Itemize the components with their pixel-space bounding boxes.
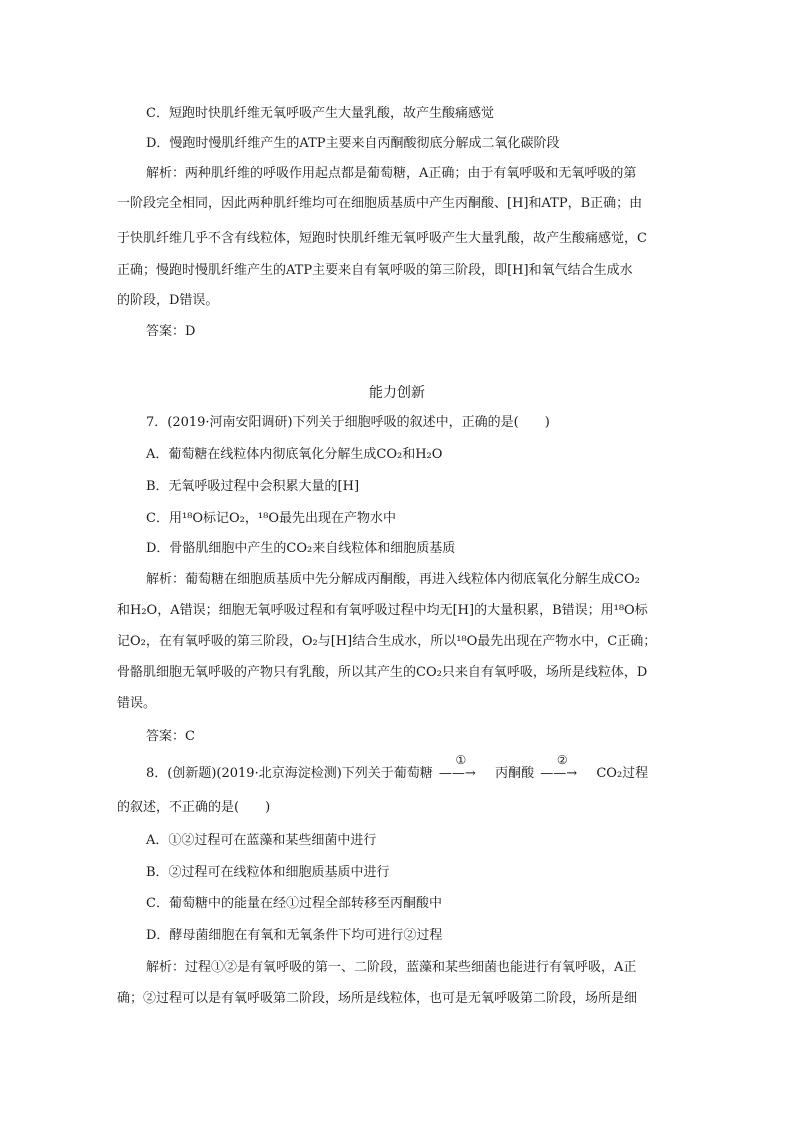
analysis-line: 正确；慢跑时慢肌纤维产生的ATP主要来自有氧呼吸的第三阶段，即[H]和氧气结合生成水 [117,263,633,278]
analysis-line: 错误。 [117,696,157,711]
option-d: D．骨骼肌细胞中产生的CO₂来自线粒体和细胞质基质 [146,541,456,556]
arrow-icon: ——→ [540,766,578,781]
question-text: CO₂过程 [596,766,649,781]
step-number: ② [556,753,568,767]
analysis-line: 解析：过程①②是有氧呼吸的第一、二阶段，蓝藻和某些细菌也能进行有氧呼吸，A正 [146,960,637,975]
option-c: C．用¹⁸O标记O₂，¹⁸O最先出现在产物水中 [146,511,396,526]
section-title: 能力创新 [369,385,425,401]
analysis-line: 记O₂，在有氧呼吸的第三阶段，O₂与[H]结合生成水，所以¹⁸O最先出现在产物水中，C正确； [117,634,657,649]
analysis-line: 解析：葡萄糖在细胞质基质中先分解成丙酮酸，再进入线粒体内彻底氧化分解生成CO₂ [146,572,640,587]
option-a: A．①②过程可在蓝藻和某些细菌中进行 [146,833,377,848]
step-number: ① [455,753,467,767]
analysis-line: 确；②过程可以是有氧呼吸第二阶段，场所是线粒体，也可是无氧呼吸第二阶段，场所是细 [117,991,638,1006]
analysis-line: 解析：两种肌纤维的呼吸作用起点都是葡萄糖，A正确；由于有氧呼吸和无氧呼吸的第 [146,166,637,181]
option-b: B．②过程可在线粒体和细胞质基质中进行 [146,865,390,880]
analysis-line: 的阶段，D错误。 [117,293,219,308]
process-arrow-2 [540,753,590,782]
option-a: A．葡萄糖在线粒体内彻底氧化分解生成CO₂和H₂O [146,447,443,462]
analysis-line: 骨骼肌细胞无氧呼吸的产物只有乳酸，所以其产生的CO₂只来自有氧呼吸，场所是线粒体，D [117,665,648,680]
answer-line: 答案：D [146,324,196,339]
arrow-icon: ——→ [438,766,476,781]
question-text: 8．(创新题)(2019·北京海淀检测)下列关于葡萄糖 [146,766,433,781]
analysis-line: 于快肌纤维几乎不含有线粒体，短跑时快肌纤维无氧呼吸产生大量乳酸，故产生酸痛感觉，C [117,231,647,246]
option-c: C．短跑时快肌纤维无氧呼吸产生大量乳酸，故产生酸痛感觉 [146,106,494,121]
option-b: B．无氧呼吸过程中会积累大量的[H] [146,479,360,494]
intermediate-product: 丙酮酸 [495,766,535,781]
analysis-line: 一阶段完全相同，因此两种肌纤维均可在细胞质基质中产生丙酮酸、[H]和ATP，B正确；由 [117,196,643,211]
question-7: 7．(2019·河南安阳调研)下列关于细胞呼吸的叙述中，正确的是( ) [146,415,550,430]
option-d: D．慢跑时慢肌纤维产生的ATP主要来自丙酮酸彻底分解成二氧化碳阶段 [146,136,560,151]
question-text: 的叙述，不正确的是( ) [117,800,271,815]
answer-line: 答案：C [146,729,195,744]
option-c: C．葡萄糖中的能量在经①过程全部转移至丙酮酸中 [146,896,442,911]
question-8 [146,753,716,782]
analysis-line: 和H₂O，A错误；细胞无氧呼吸过程和有氧呼吸过程中均无[H]的大量积累，B错误；用¹⁸O标 [117,603,648,618]
process-arrow-1 [438,753,489,782]
option-d: D．酵母菌细胞在有氧和无氧条件下均可进行②过程 [146,928,443,943]
